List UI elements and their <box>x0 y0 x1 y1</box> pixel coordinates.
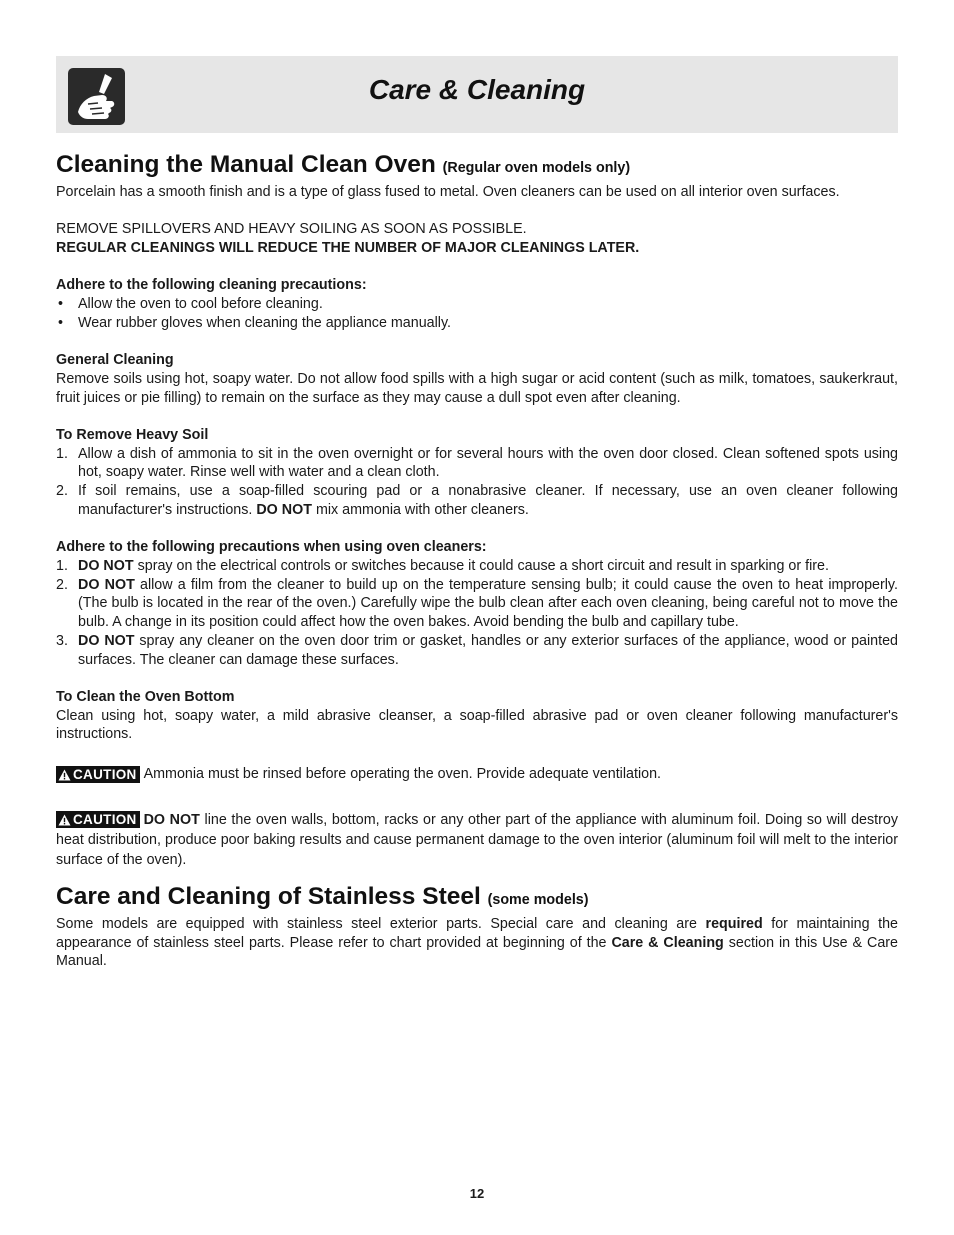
oven-bottom-text: Clean using hot, soapy water, a mild abrasive cleanser, a soap-filled abrasive pad or oven cleaner following manufacturer's instructions. <box>56 707 898 743</box>
caution-ammonia: CAUTION Ammonia must be rinsed before operating the oven. Provide adequate ventilation. <box>56 765 898 784</box>
page-title: Care & Cleaning <box>368 74 586 105</box>
caution-badge: CAUTION <box>56 766 140 783</box>
list-item: • Wear rubber gloves when cleaning the appliance manually. <box>56 314 898 333</box>
caution-aluminum-foil: CAUTION DO NOT line the oven walls, bottom, racks or any other part of the appliance with aluminum foil. Doing so will destroy heat distribution, produce poor baking results and cause permanent damage to the oven interior (aluminum foil will melt to the interior surface of the oven). <box>56 812 898 869</box>
section-subheading: (some models) <box>487 892 589 909</box>
section-heading-stainless-steel: Care and Cleaning of Stainless Steel (some models) <box>56 883 589 911</box>
heavy-soil-heading: To Remove Heavy Soil <box>56 427 209 444</box>
list-item: 2. If soil remains, use a soap-filled scouring pad or a nonabrasive cleaner. If necessary, use an oven cleaner following manufacturer's instructions. DO NOT mix ammonia with other cleaners. <box>56 483 898 518</box>
regular-cleanings-text: REGULAR CLEANINGS WILL REDUCE THE NUMBER OF MAJOR CLEANINGS LATER. <box>56 240 640 257</box>
warning-triangle-icon <box>58 814 71 826</box>
heavy-soil-list <box>56 445 898 520</box>
section-subheading: (Regular oven models only) <box>442 160 631 176</box>
page-number: 12 <box>469 1186 485 1201</box>
precautions-heading: Adhere to the following cleaning precautions: <box>56 277 367 294</box>
list-item: 2. DO NOT allow a film from the cleaner to build up on the temperature sensing bulb; it could cause the oven to heat improperly. (The bulb is located in the rear of the oven.) Carefully wipe the bulb clean after each oven cleaning, being careful not to move the bulb. A change in its position could affect how the oven bakes. Avoid bending the bulb and capillary tube. <box>56 576 898 631</box>
list-item: • Allow the oven to cool before cleaning. <box>56 295 898 314</box>
page-content <box>56 150 898 971</box>
general-cleaning-text: Remove soils using hot, soapy water. Do not allow food spills with a high sugar or acid content (such as milk, tomatoes, saukerkraut, fruit juices or pie filling) to remain on the surface as they may cause a dull spot even after cleaning. <box>56 370 898 406</box>
page-header <box>56 56 898 133</box>
section-heading-manual-clean: Cleaning the Manual Clean Oven (Regular oven models only) <box>56 151 631 178</box>
caution-badge: CAUTION <box>56 811 140 828</box>
oven-cleaner-precautions-heading: Adhere to the following precautions when using oven cleaners: <box>56 539 487 556</box>
list-item: 1. DO NOT spray on the electrical controls or switches because it could cause a short circuit and result in sparking or fire. <box>56 557 829 574</box>
oven-cleaner-precautions-list <box>56 557 898 669</box>
list-item: 3. DO NOT spray any cleaner on the oven door trim or gasket, handles or any exterior surfaces of the appliance, wood or painted surfaces. The cleaner can damage these surfaces. <box>56 632 898 668</box>
intro-paragraph: Porcelain has a smooth finish and is a type of glass fused to metal. Oven cleaners can be used on all interior oven surfaces. <box>56 184 840 200</box>
precautions-list <box>56 295 898 332</box>
list-item: 1. Allow a dish of ammonia to sit in the oven overnight or for several hours with the oven door closed. Clean softened spots using hot, soapy water. Rinse well with water and a clean cloth. <box>56 445 898 481</box>
remove-spillovers-text: REMOVE SPILLOVERS AND HEAVY SOILING AS SOON AS POSSIBLE. <box>56 221 527 238</box>
oven-bottom-heading: To Clean the Oven Bottom <box>56 688 235 705</box>
stainless-steel-text: Some models are equipped with stainless steel exterior parts. Special care and cleaning are required for maintaining the appearance of stainless steel parts. Please refer to chart provided at beginning of the Care & Cleaning section in this Use & Care Manual. <box>56 916 899 970</box>
general-cleaning-heading: General Cleaning <box>56 352 174 369</box>
warning-triangle-icon <box>58 769 71 781</box>
